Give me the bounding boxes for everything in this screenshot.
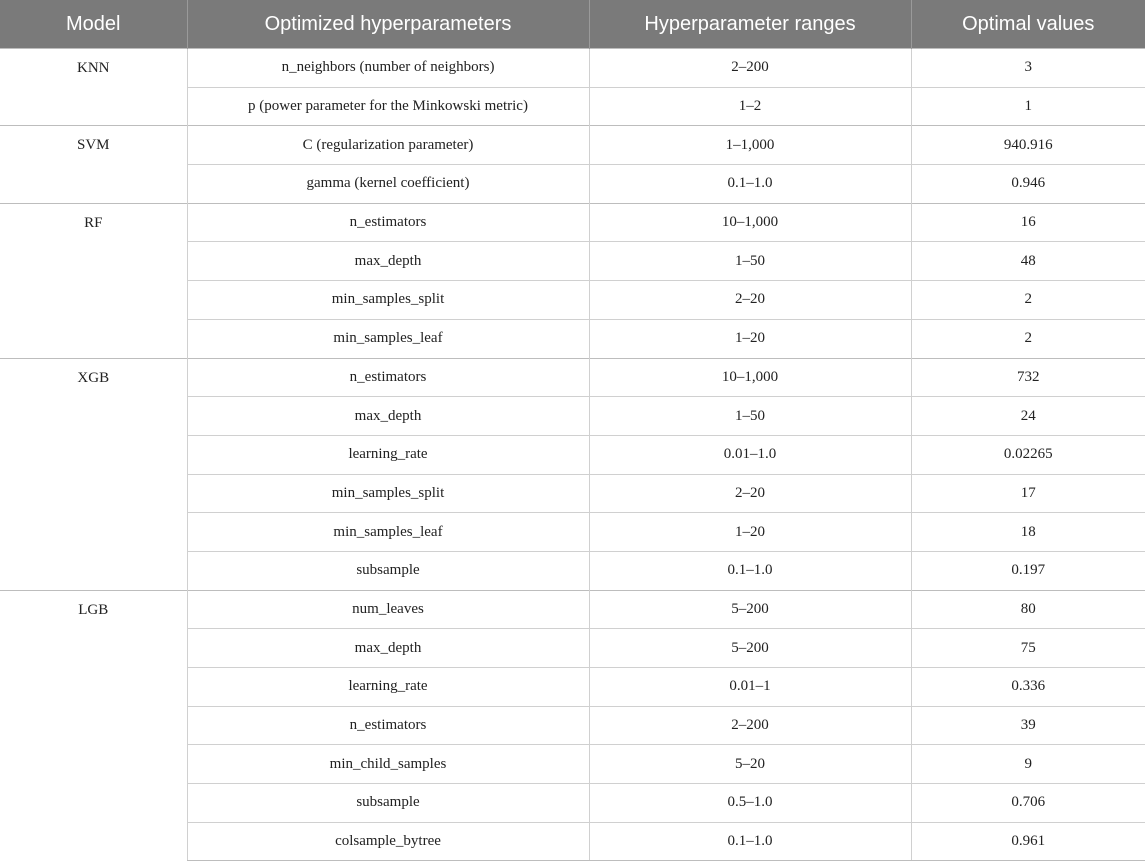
hyperparameter-cell: n_estimators (187, 706, 589, 745)
header-model: Model (0, 0, 187, 49)
table-body (0, 49, 1145, 861)
optimal-value-cell: 17 (911, 474, 1145, 513)
range-cell: 0.1–1.0 (589, 165, 911, 204)
optimal-value-cell: 940.916 (911, 126, 1145, 165)
range-cell: 5–200 (589, 590, 911, 629)
optimal-value-cell: 0.706 (911, 784, 1145, 823)
hyperparameter-cell: subsample (187, 551, 589, 590)
optimal-value-cell: 48 (911, 242, 1145, 281)
range-cell: 1–50 (589, 397, 911, 436)
hyperparameter-cell: n_neighbors (number of neighbors) (187, 49, 589, 88)
hyperparameter-cell: learning_rate (187, 435, 589, 474)
hyperparameter-cell: max_depth (187, 629, 589, 668)
table-header (0, 0, 1145, 49)
range-cell: 0.1–1.0 (589, 822, 911, 861)
table-row (0, 590, 1145, 629)
hyperparameter-cell: max_depth (187, 242, 589, 281)
header-row (0, 0, 1145, 49)
optimal-value-cell: 16 (911, 203, 1145, 242)
hyperparameter-cell: min_samples_split (187, 281, 589, 320)
range-cell: 0.01–1.0 (589, 435, 911, 474)
range-cell: 2–20 (589, 281, 911, 320)
hyperparameter-cell: C (regularization parameter) (187, 126, 589, 165)
optimal-value-cell: 75 (911, 629, 1145, 668)
hyperparameter-cell: min_child_samples (187, 745, 589, 784)
model-name-cell: SVM (0, 126, 187, 203)
hyperparameter-cell: n_estimators (187, 358, 589, 397)
range-cell: 2–20 (589, 474, 911, 513)
header-optimal-values: Optimal values (911, 0, 1145, 49)
table-row (0, 49, 1145, 88)
table-row (0, 203, 1145, 242)
model-name-cell: RF (0, 203, 187, 358)
model-name-cell: KNN (0, 49, 187, 126)
hyperparameter-cell: subsample (187, 784, 589, 823)
hyperparameter-cell: min_samples_split (187, 474, 589, 513)
header-hyperparameters: Optimized hyperparameters (187, 0, 589, 49)
optimal-value-cell: 2 (911, 281, 1145, 320)
model-name-cell: XGB (0, 358, 187, 590)
hyperparameter-cell: learning_rate (187, 668, 589, 707)
optimal-value-cell: 9 (911, 745, 1145, 784)
optimal-value-cell: 0.197 (911, 551, 1145, 590)
range-cell: 2–200 (589, 706, 911, 745)
hyperparameter-cell: min_samples_leaf (187, 513, 589, 552)
optimal-value-cell: 732 (911, 358, 1145, 397)
range-cell: 1–20 (589, 319, 911, 358)
range-cell: 1–50 (589, 242, 911, 281)
range-cell: 5–20 (589, 745, 911, 784)
hyperparameter-cell: p (power parameter for the Minkowski metric) (187, 87, 589, 126)
header-ranges: Hyperparameter ranges (589, 0, 911, 49)
range-cell: 2–200 (589, 49, 911, 88)
hyperparameter-cell: n_estimators (187, 203, 589, 242)
hyperparameter-cell: gamma (kernel coefficient) (187, 165, 589, 204)
optimal-value-cell: 0.02265 (911, 435, 1145, 474)
hyperparameter-cell: colsample_bytree (187, 822, 589, 861)
optimal-value-cell: 0.336 (911, 668, 1145, 707)
table-row (0, 126, 1145, 165)
range-cell: 0.1–1.0 (589, 551, 911, 590)
optimal-value-cell: 18 (911, 513, 1145, 552)
range-cell: 10–1,000 (589, 203, 911, 242)
optimal-value-cell: 0.946 (911, 165, 1145, 204)
range-cell: 10–1,000 (589, 358, 911, 397)
hyperparameter-cell: min_samples_leaf (187, 319, 589, 358)
range-cell: 5–200 (589, 629, 911, 668)
hyperparameter-cell: num_leaves (187, 590, 589, 629)
range-cell: 1–2 (589, 87, 911, 126)
optimal-value-cell: 2 (911, 319, 1145, 358)
optimal-value-cell: 0.961 (911, 822, 1145, 861)
optimal-value-cell: 39 (911, 706, 1145, 745)
hyperparameter-cell: max_depth (187, 397, 589, 436)
optimal-value-cell: 80 (911, 590, 1145, 629)
range-cell: 1–1,000 (589, 126, 911, 165)
range-cell: 0.5–1.0 (589, 784, 911, 823)
range-cell: 0.01–1 (589, 668, 911, 707)
optimal-value-cell: 24 (911, 397, 1145, 436)
range-cell: 1–20 (589, 513, 911, 552)
model-name-cell: LGB (0, 590, 187, 861)
optimal-value-cell: 3 (911, 49, 1145, 88)
optimal-value-cell: 1 (911, 87, 1145, 126)
table-row (0, 358, 1145, 397)
